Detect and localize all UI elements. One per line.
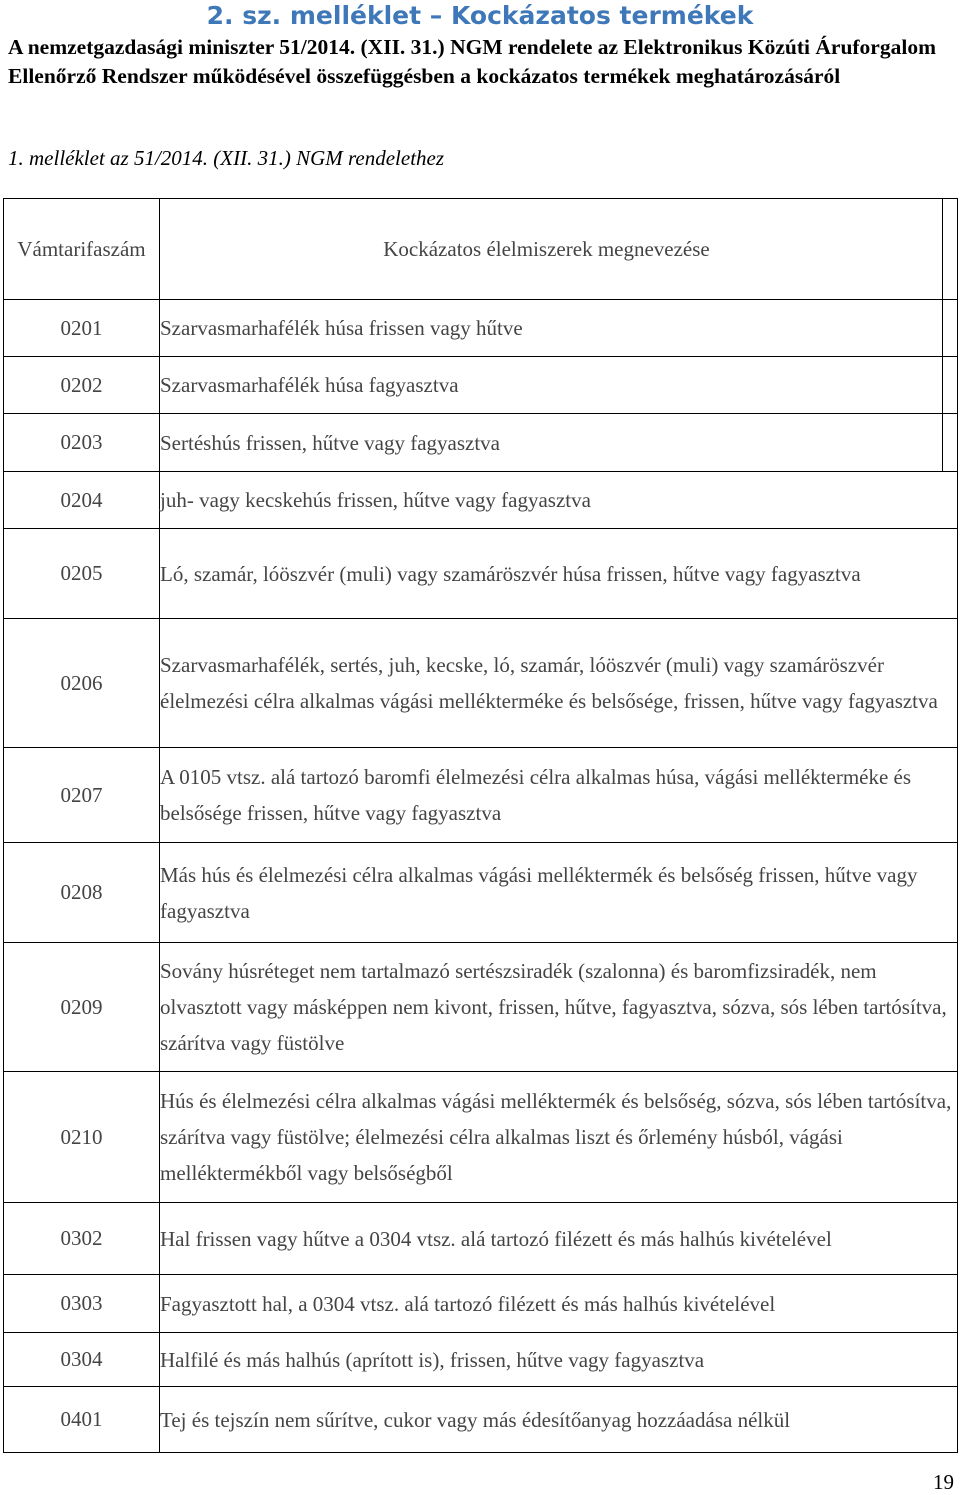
product-description-text: Szarvasmarhafélék húsa frissen vagy hűtve	[160, 316, 523, 340]
header-product-name	[160, 199, 958, 300]
product-description	[160, 357, 958, 414]
product-description-text: Szarvasmarhafélék húsa fagyasztva	[160, 373, 459, 397]
table-row	[4, 1333, 958, 1387]
tariff-code: 0210	[4, 1072, 160, 1203]
table-row	[4, 843, 958, 943]
product-description: Fagyasztott hal, a 0304 vtsz. alá tartozó filézett és más halhús kivételével	[160, 1275, 958, 1333]
product-description: Hús és élelmezési célra alkalmas vágási melléktermék és belsőség, sózva, sós lében tartósítva, szárítva vagy füstölve; élelmezési célra alkalmas liszt és őrlemény húsból, vágási melléktermékből vagy belsőségből	[160, 1072, 958, 1203]
table-row	[4, 1387, 958, 1453]
table-row	[4, 529, 958, 619]
table-row	[4, 472, 958, 529]
header-product-name-text: Kockázatos élelmiszerek megnevezése	[383, 236, 710, 261]
tariff-code: 0206	[4, 619, 160, 748]
table-row	[4, 300, 958, 357]
page-number: 19	[933, 1470, 954, 1494]
inner-column-line	[942, 413, 943, 472]
product-description	[160, 414, 958, 472]
tariff-code: 0202	[4, 357, 160, 414]
product-description: Sovány húsréteget nem tartalmazó sertészsiradék (szalonna) és baromfizsiradék, nem olvasztott vagy másképpen nem kivont, frissen, hűtve, fagyasztva, sózva, sós lében tartósítva, szárítva vagy füstölve	[160, 943, 958, 1072]
table-row	[4, 357, 958, 414]
tariff-code: 0304	[4, 1333, 160, 1387]
product-description: A 0105 vtsz. alá tartozó baromfi élelmezési célra alkalmas húsa, vágási mellékterméke és belsősége frissen, hűtve vagy fagyasztva	[160, 748, 958, 843]
product-description: Hal frissen vagy hűtve a 0304 vtsz. alá tartozó filézett és más halhús kivételével	[160, 1203, 958, 1275]
inner-column-line	[942, 356, 943, 414]
table-header-row	[4, 199, 958, 300]
product-description-text: Sertéshús frissen, hűtve vagy fagyasztva	[160, 430, 500, 455]
tariff-code: 0302	[4, 1203, 160, 1275]
product-description: Ló, szamár, lóöszvér (muli) vagy szamáröszvér húsa frissen, hűtve vagy fagyasztva	[160, 529, 958, 619]
document-heading: 2. sz. melléklet – Kockázatos termékek	[206, 1, 754, 30]
table-row	[4, 619, 958, 748]
inner-column-line	[942, 198, 943, 300]
product-description: Tej és tejszín nem sűrítve, cukor vagy más édesítőanyag hozzáadása nélkül	[160, 1387, 958, 1453]
decree-title: A nemzetgazdasági miniszter 51/2014. (XII. 31.) NGM rendelete az Elektronikus Közúti Áruforgalom Ellenőrző Rendszer működésével összefüggésben a kockázatos termékek meghatározásáról	[8, 35, 936, 88]
product-description: Szarvasmarhafélék, sertés, juh, kecske, ló, szamár, lóöszvér (muli) vagy szamáröszvér élelmezési célra alkalmas vágási mellékterméke és belsősége, frissen, hűtve vagy fagyasztva	[160, 619, 958, 748]
tariff-code: 0208	[4, 843, 160, 943]
risky-products-table	[3, 198, 958, 1453]
tariff-code: 0201	[4, 300, 160, 357]
tariff-code: 0401	[4, 1387, 160, 1453]
table-row	[4, 1072, 958, 1203]
tariff-code: 0204	[4, 472, 160, 529]
table-row	[4, 943, 958, 1072]
tariff-code: 0303	[4, 1275, 160, 1333]
table-row	[4, 414, 958, 472]
tariff-code: 0209	[4, 943, 160, 1072]
tariff-code: 0203	[4, 414, 160, 472]
product-description: Más hús és élelmezési célra alkalmas vágási melléktermék és belsőség frissen, hűtve vagy fagyasztva	[160, 843, 958, 943]
product-description	[160, 300, 958, 357]
tariff-code: 0205	[4, 529, 160, 619]
table-row	[4, 1203, 958, 1275]
header-tariff-number: Vámtarifaszám	[4, 199, 160, 300]
table-row	[4, 1275, 958, 1333]
table-row	[4, 748, 958, 843]
product-description: juh- vagy kecskehús frissen, hűtve vagy fagyasztva	[160, 472, 958, 529]
product-description: Halfilé és más halhús (aprított is), frissen, hűtve vagy fagyasztva	[160, 1333, 958, 1387]
tariff-code: 0207	[4, 748, 160, 843]
annex-reference: 1. melléklet az 51/2014. (XII. 31.) NGM rendelethez	[8, 146, 445, 170]
inner-column-line	[942, 299, 943, 357]
